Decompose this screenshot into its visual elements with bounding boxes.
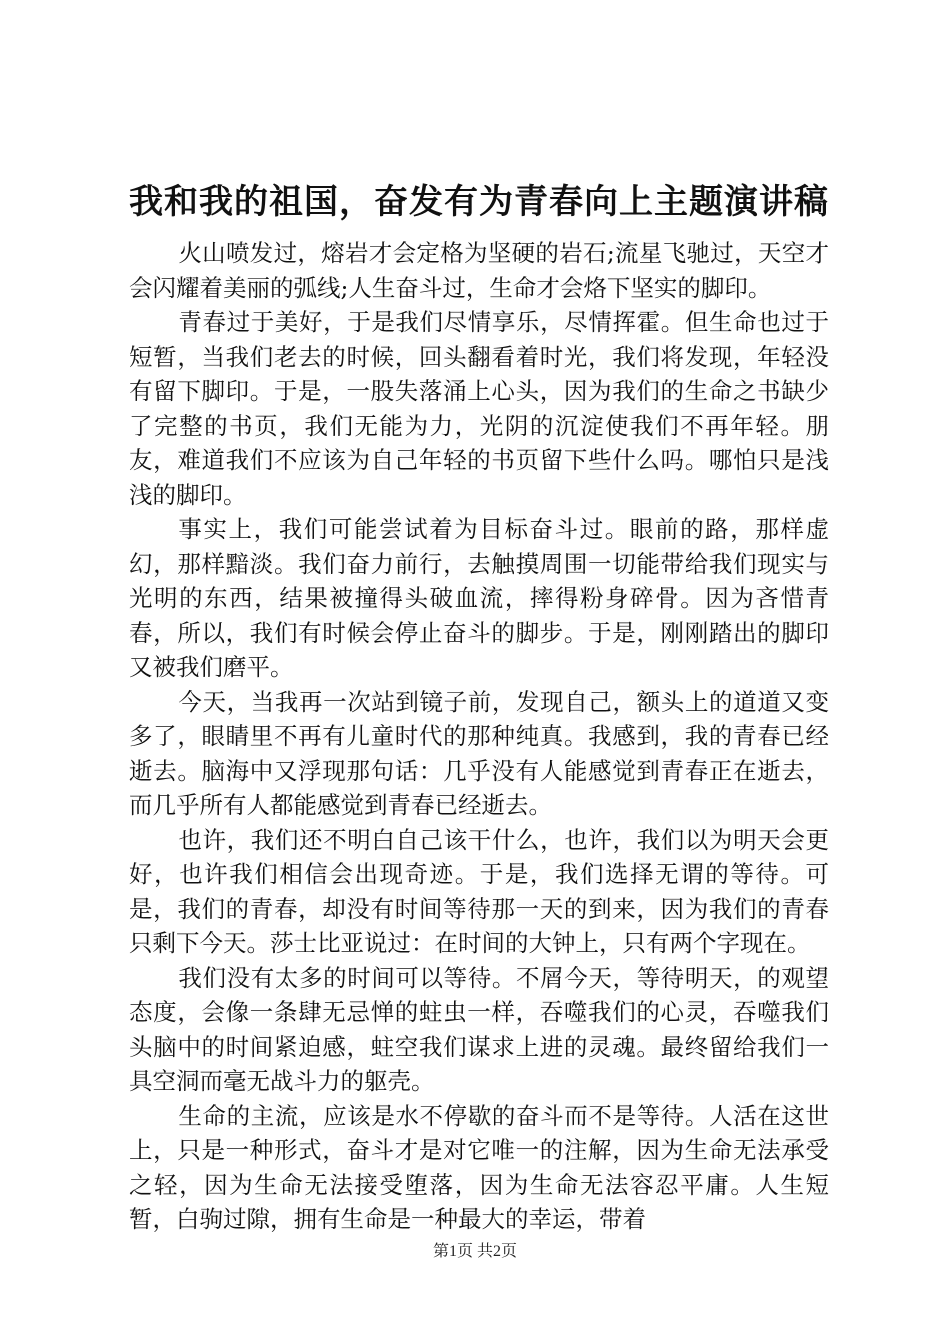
page-footer: 第1页 共2页 (432, 1243, 517, 1260)
paragraph-3: 事实上，我们可能尝试着为目标奋斗过。眼前的路，那样虚幻，那样黯淡。我们奋力前行，去触摸周围一切能带给我们现实与光明的东西，结果被撞得头破血流，摔得粉身碎骨。因为吝惜青春，所以，我们有时候会停止奋斗的脚步。于是，刚刚踏出的脚印又被我们磨平。 (129, 515, 829, 681)
paragraph-1: 火山喷发过，熔岩才会定格为坚硬的岩石;流星飞驰过，天空才会闪耀着美丽的弧线;人生奋斗过，生命才会烙下坚实的脚印。 (129, 239, 829, 302)
document-title: 我和我的祖国，奋发有为青春向上主题演讲稿 (129, 182, 829, 222)
paragraph-2: 青春过于美好，于是我们尽情享乐，尽情挥霍。但生命也过于短暂，当我们老去的时候，回头翻看着时光，我们将发现，年轻没有留下脚印。于是，一股失落涌上心头，因为我们的生命之书缺少了完整的书页，我们无能为力，光阴的沉淀使我们不再年轻。朋友，难道我们不应该为自己年轻的书页留下些什么吗。哪怕只是浅浅的脚印。 (129, 308, 829, 509)
paragraph-4: 今天，当我再一次站到镜子前，发现自己，额头上的道道又变多了，眼睛里不再有儿童时代的那种纯真。我感到，我的青春已经逝去。脑海中又浮现那句话：几乎没有人能感觉到青春正在逝去，而几乎所有人都能感觉到青春已经逝去。 (129, 687, 829, 819)
document-body (129, 236, 829, 1237)
paragraph-5: 也许，我们还不明白自己该干什么，也许，我们以为明天会更好，也许我们相信会出现奇迹。于是，我们选择无谓的等待。可是，我们的青春，却没有时间等待那一天的到来，因为我们的青春只剩下今天。莎士比亚说过：在时间的大钟上，只有两个字现在。 (129, 825, 829, 957)
paragraph-6: 我们没有太多的时间可以等待。不屑今天，等待明天，的观望态度，会像一条肆无忌惮的蛀虫一样，吞噬我们的心灵，吞噬我们头脑中的时间紧迫感，蛀空我们谋求上进的灵魂。最终留给我们一具空洞而毫无战斗力的躯壳。 (129, 963, 829, 1095)
paragraph-7: 生命的主流，应该是水不停歇的奋斗而不是等待。人活在这世上，只是一种形式，奋斗才是对它唯一的注解，因为生命无法承受之轻，因为生命无法接受堕落，因为生命无法容忍平庸。人生短暂，白驹过隙，拥有生命是一种最大的幸运，带着 (129, 1101, 829, 1233)
